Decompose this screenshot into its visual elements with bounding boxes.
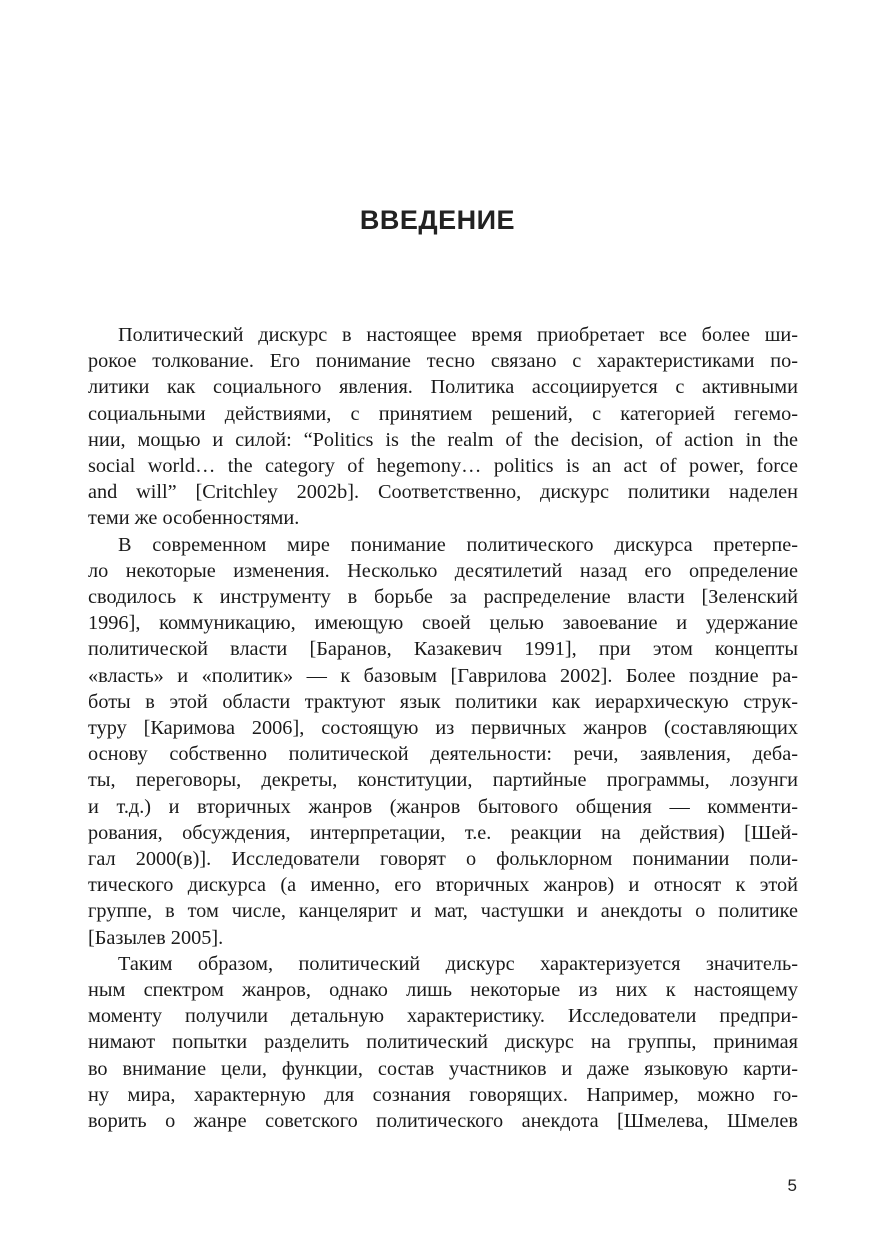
text-line: [Базылев 2005]. xyxy=(88,926,224,949)
text-line: social world… the category of hegemony… politics is an act of power, force xyxy=(88,455,798,478)
text-line: боты в этой области трактуют язык политики как иерархическую струк- xyxy=(88,690,798,713)
text-line: ты, переговоры, декреты, конституции, партийные программы, лозунги xyxy=(88,769,798,792)
text-line: туру [Каримова 2006], состоящую из первичных жанров (составляющих xyxy=(88,717,798,740)
text-line: рования, обсуждения, интерпретации, т.е. реакции на действия) [Шей- xyxy=(88,821,798,844)
text-line: ным спектром жанров, однако лишь некоторые из них к настоящему xyxy=(88,979,798,1002)
text-line: тического дискурса (а именно, его вторичных жанров) и относят к этой xyxy=(88,874,798,897)
text-line: рокое толкование. Его понимание тесно связано с характеристиками по- xyxy=(88,350,798,373)
text-line: ворить о жанре советского политического анекдота [Шмелева, Шмелев xyxy=(88,1110,798,1133)
text-line: нии, мощью и силой: “Politics is the realm of the decision, of action in the xyxy=(88,428,798,451)
text-line: во внимание цели, функции, состав участников и даже языковую карти- xyxy=(88,1057,798,1080)
text-line: Политический дискурс в настоящее время приобретает все более ши- xyxy=(118,324,798,346)
text-line: основу собственно политической деятельности: речи, заявления, деба- xyxy=(88,743,798,766)
text-line: социальными действиями, с принятием решений, с категорией гегемо- xyxy=(88,402,798,425)
text-line: В современном мире понимание политического дискурса претерпе- xyxy=(118,533,798,556)
body-text xyxy=(88,322,798,1134)
chapter-heading: ВВЕДЕНИЕ xyxy=(359,205,516,235)
text-line: политической власти [Баранов, Казакевич 1991], при этом концепты xyxy=(88,638,798,661)
text-line: моменту получили детальную характеристику. Исследователи предпри- xyxy=(88,1005,798,1028)
text-line: «власть» и «политик» — к базовым [Гаврилова 2002]. Более поздние ра- xyxy=(88,664,798,687)
paragraph xyxy=(88,532,798,951)
text-line: теми же особенностями. xyxy=(88,507,300,530)
text-line: Таким образом, политический дискурс характеризуется значитель- xyxy=(118,952,798,975)
paragraph xyxy=(88,322,798,532)
page-number: 5 xyxy=(787,1176,797,1195)
text-line: и т.д.) и вторичных жанров (жанров бытового общения — комменти- xyxy=(88,795,798,818)
text-line: and will” [Critchley 2002b]. Соответственно, дискурс политики наделен xyxy=(88,481,798,504)
text-line: ло некоторые изменения. Несколько десятилетий назад его определение xyxy=(88,559,798,582)
text-line: 1996], коммуникацию, имеющую своей целью завоевание и удержание xyxy=(88,612,798,635)
text-line: ну мира, характерную для сознания говорящих. Например, можно го- xyxy=(88,1083,798,1106)
text-line: литики как социального явления. Политика ассоциируется с активными xyxy=(88,376,798,399)
text-line: нимают попытки разделить политический дискурс на группы, принимая xyxy=(88,1031,798,1054)
text-line: гал 2000(в)]. Исследователи говорят о фольклорном понимании поли- xyxy=(88,848,798,871)
text-line: сводилось к инструменту в борьбе за распределение власти [Зеленский xyxy=(88,586,798,609)
text-line: группе, в том числе, канцелярит и мат, частушки и анекдоты о политике xyxy=(88,900,798,923)
paragraph xyxy=(88,951,798,1134)
